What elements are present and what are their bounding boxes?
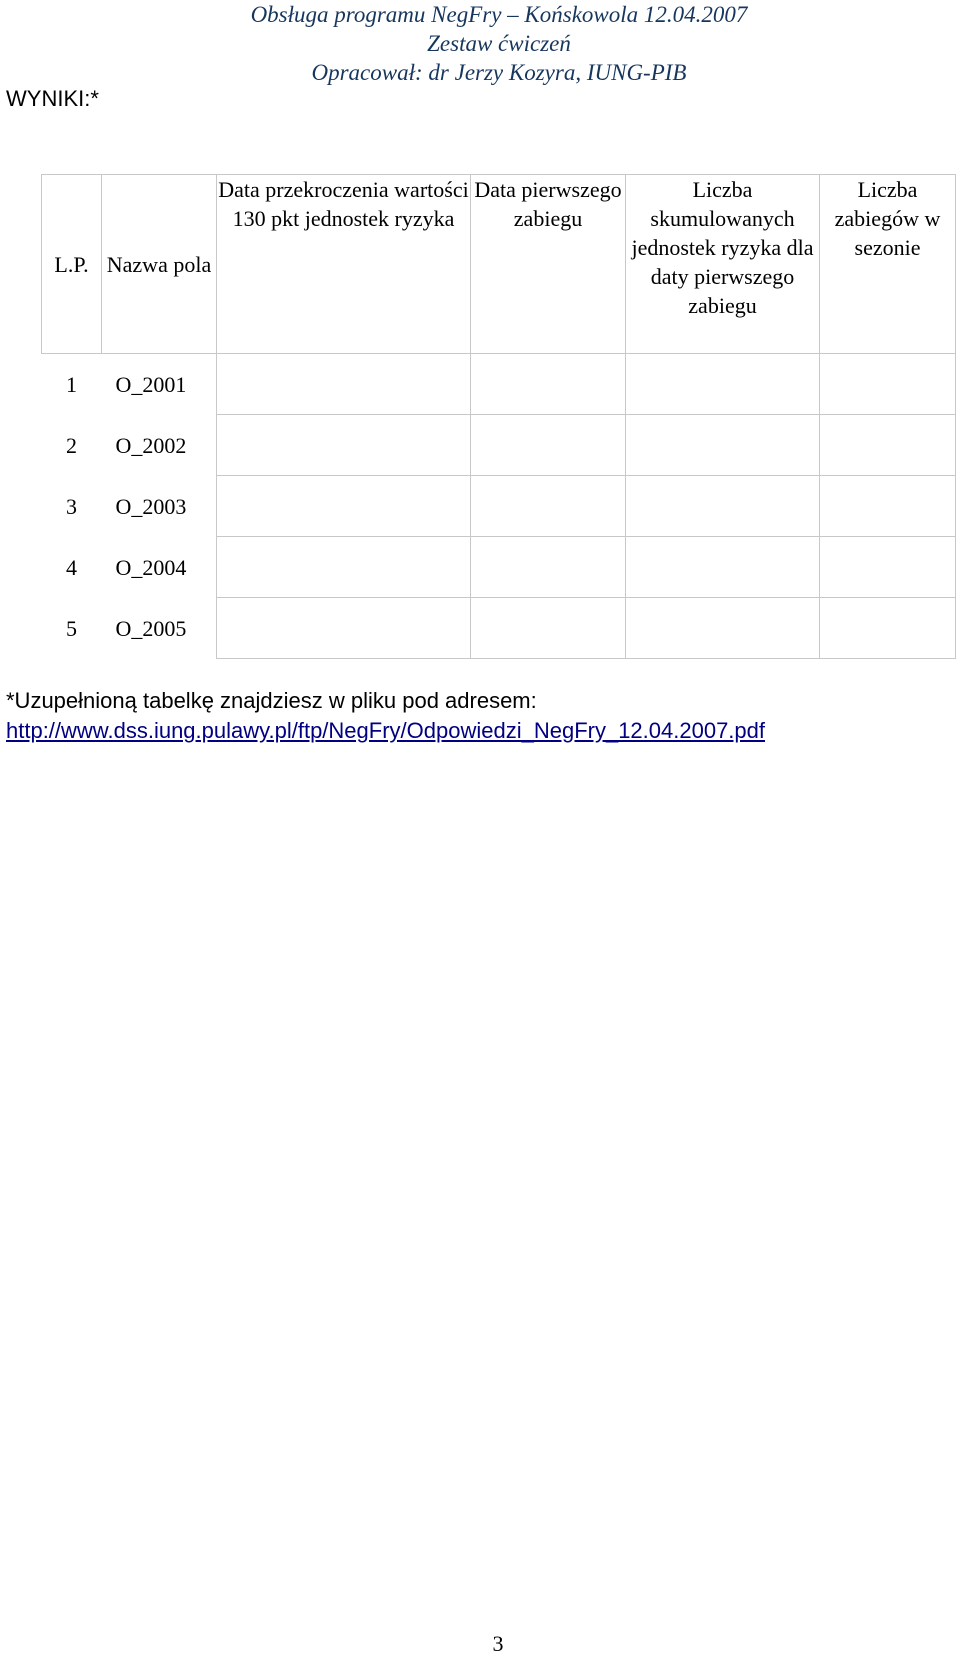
row-first-treatment-date-cell[interactable]	[471, 598, 626, 659]
header-lp: L.P.	[42, 175, 102, 354]
results-label: WYNIKI:*	[6, 86, 99, 111]
header-threshold-date	[217, 175, 471, 354]
row-threshold-date-cell[interactable]	[217, 537, 471, 598]
table-row	[42, 415, 956, 476]
row-first-treatment-date-cell[interactable]	[471, 537, 626, 598]
table-row	[42, 537, 956, 598]
row-cumulative-risk-cell[interactable]	[626, 354, 820, 415]
row-first-treatment-date-cell[interactable]	[471, 354, 626, 415]
row-treatment-count-cell[interactable]	[820, 354, 956, 415]
table-row	[42, 354, 956, 415]
header-field-name: Nazwa pola	[102, 175, 217, 354]
footnote	[6, 686, 765, 746]
table-row	[42, 598, 956, 659]
row-threshold-date-cell[interactable]	[217, 476, 471, 537]
header-cumulative-risk-units-text: Liczba skumulowanych jednostek ryzyka dla daty pierwszego zabiegu	[631, 177, 814, 318]
row-lp: 2	[66, 432, 77, 458]
header-subtitle: Zestaw ćwiczeń	[427, 31, 571, 56]
row-threshold-date-cell[interactable]	[217, 415, 471, 476]
row-field-name: O_2001	[115, 371, 187, 397]
row-threshold-date-cell[interactable]	[217, 598, 471, 659]
row-lp: 3	[66, 493, 77, 519]
row-lp: 5	[66, 615, 77, 641]
row-cumulative-risk-cell[interactable]	[626, 415, 820, 476]
row-field-name: O_2002	[115, 432, 187, 458]
row-cumulative-risk-cell[interactable]	[626, 537, 820, 598]
row-threshold-date-cell[interactable]	[217, 354, 471, 415]
row-treatment-count-cell[interactable]	[820, 537, 956, 598]
row-first-treatment-date-cell[interactable]	[471, 415, 626, 476]
table-header-row	[42, 175, 956, 354]
row-field-name: O_2004	[115, 554, 187, 580]
header-threshold-date-text: Data przekroczenia wartości 130 pkt jednostek ryzyka	[218, 177, 469, 231]
header-first-treatment-date-text: Data pierwszego zabiegu	[474, 177, 622, 231]
page-number: 3	[492, 1631, 504, 1656]
row-cumulative-risk-cell[interactable]	[626, 598, 820, 659]
row-cumulative-risk-cell[interactable]	[626, 476, 820, 537]
row-treatment-count-cell[interactable]	[820, 598, 956, 659]
row-lp: 1	[66, 371, 77, 397]
row-treatment-count-cell[interactable]	[820, 415, 956, 476]
header-author: Opracował: dr Jerzy Kozyra, IUNG-PIB	[311, 60, 687, 85]
document-header	[0, 0, 960, 87]
row-field-name: O_2003	[115, 493, 187, 519]
row-field-name: O_2005	[115, 615, 187, 641]
header-first-treatment-date	[471, 175, 626, 354]
header-title: Obsługa programu NegFry – Końskowola 12.04.2007	[250, 2, 748, 27]
row-first-treatment-date-cell[interactable]	[471, 476, 626, 537]
answers-pdf-link[interactable]: http://www.dss.iung.pulawy.pl/ftp/NegFry/Odpowiedzi_NegFry_12.04.2007.pdf	[6, 718, 765, 743]
header-cumulative-risk-units	[626, 175, 820, 354]
footnote-text: *Uzupełnioną tabelkę znajdziesz w pliku pod adresem:	[6, 688, 537, 713]
row-treatment-count-cell[interactable]	[820, 476, 956, 537]
header-treatment-count-text: Liczba zabiegów w sezonie	[834, 177, 941, 260]
row-lp: 4	[66, 554, 77, 580]
header-treatment-count	[820, 175, 956, 354]
results-table	[41, 174, 956, 659]
table-row	[42, 476, 956, 537]
